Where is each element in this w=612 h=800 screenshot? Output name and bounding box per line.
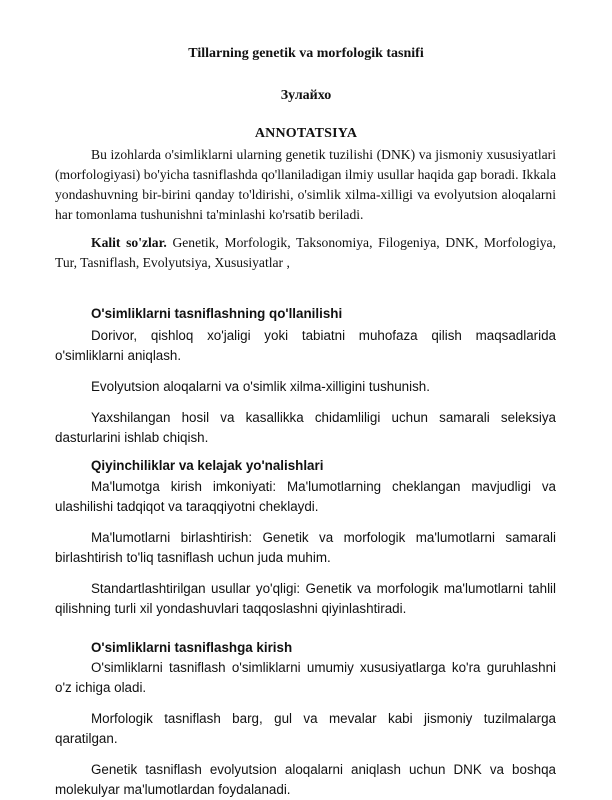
annotation-text: Bu izohlarda o'simliklarni ularning genetik tuzilishi (DNK) va jismoniy xususiyatlari (morfologiyasi) bo'yicha tasniflashda qo'llaniladigan ilmiy usullar haqida gap boradi. Ikkala yondashuvning bir-birini qanday to'ldirishi, o'simlik xilma-xilligi va evolyutsion aloqalarni har tomonlama tushunishni ta'minlashi ko'rsatib beriladi.	[55, 147, 556, 222]
section-applications	[55, 326, 556, 448]
annotation-block	[55, 145, 556, 273]
keywords-label: Kalit so'zlar.	[91, 235, 167, 250]
paragraph: Genetik tasniflash evolyutsion aloqalarni aniqlash uchun DNK va boshqa molekulyar ma'lumotlardan foydalanadi.	[55, 762, 556, 797]
document-title: Tillarning genetik va morfologik tasnifi	[188, 46, 424, 61]
paragraph: Morfologik tasniflash barg, gul va mevalar kabi jismoniy tuzilmalarga qaratilgan.	[55, 711, 556, 746]
section-introduction	[55, 658, 556, 800]
paragraph: Ma'lumotlarni birlashtirish: Genetik va morfologik ma'lumotlarni samarali birlashtirish to'liq tasniflash uchun juda muhim.	[55, 530, 556, 565]
keywords-list: Genetik, Morfologik, Taksonomiya, Filogeniya, DNK, Morfologiya, Tur, Tasniflash, Evolyutsiya, Xususiyatlar ,	[55, 235, 556, 270]
paragraph: Standartlashtirilgan usullar yo'qligi: Genetik va morfologik ma'lumotlarni tahlil qilishning turli xil yondashuvlari taqqoslashni qiyinlashtiradi.	[55, 581, 556, 616]
section-challenges	[55, 477, 556, 619]
paragraph: Dorivor, qishloq xo'jaligi yoki tabiatni muhofaza qilish maqsadlarida o'simliklarni aniqlash.	[55, 328, 556, 363]
paragraph: Yaxshilangan hosil va kasallikka chidamliligi uchun samarali seleksiya dasturlarini ishlab chiqish.	[55, 410, 556, 445]
author-name: Зулайхо	[280, 88, 332, 103]
section-heading-applications: O'simliklarni tasniflashning qo'llanilishi	[91, 306, 343, 321]
keywords-paragraph	[55, 233, 556, 273]
paragraph: Evolyutsion aloqalarni va o'simlik xilma-xilligini tushunish.	[91, 379, 430, 394]
paragraph: Ma'lumotga kirish imkoniyati: Ma'lumotlarning cheklangan mavjudligi va ulashilishi tadqiqot va taraqqiyotni cheklaydi.	[55, 479, 556, 514]
section-heading-challenges: Qiyinchiliklar va kelajak yo'nalishlari	[91, 458, 324, 473]
paragraph: O'simliklarni tasniflash o'simliklarni umumiy xususiyatlarga ko'ra guruhlashni o'z ichiga oladi.	[55, 660, 556, 695]
annotation-heading: ANNOTATSIYA	[254, 126, 358, 141]
section-heading-introduction: O'simliklarni tasniflashga kirish	[91, 640, 293, 655]
